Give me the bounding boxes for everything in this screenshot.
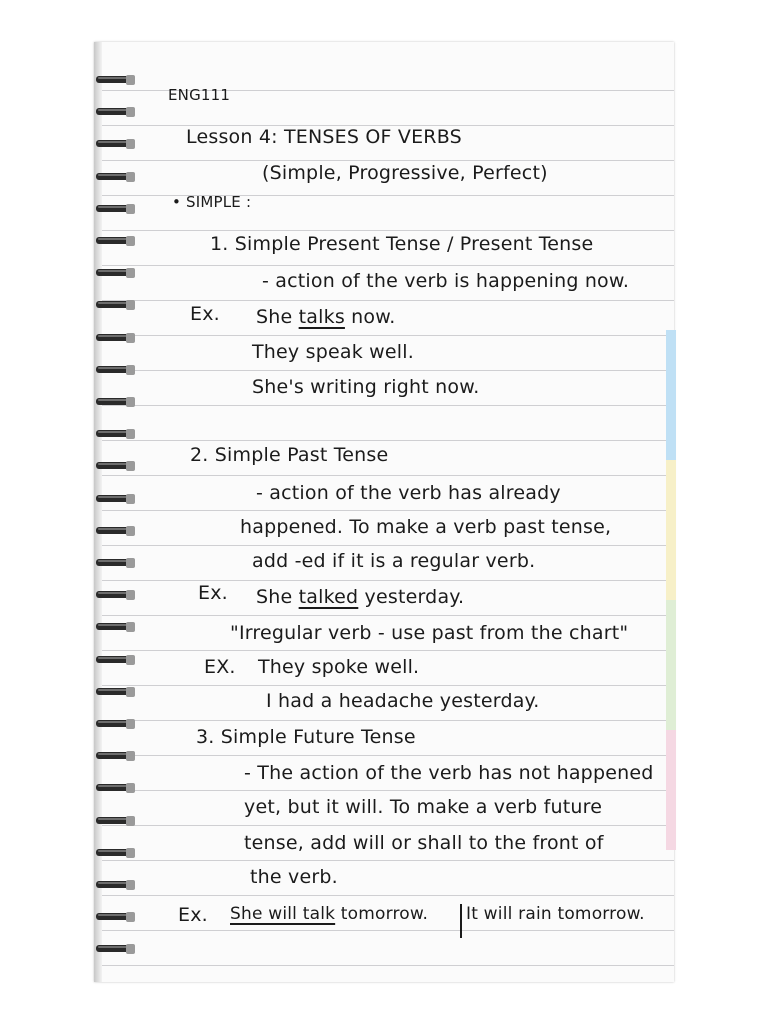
underlined-verb: talked bbox=[298, 586, 359, 608]
spiral-ring bbox=[96, 493, 140, 505]
spiral-ring bbox=[96, 589, 140, 601]
simple-present-heading: 1. Simple Present Tense / Present Tense bbox=[210, 233, 594, 255]
simple-future-definition-4: the verb. bbox=[250, 866, 338, 888]
simple-past-definition-2: happened. To make a verb past tense, bbox=[240, 516, 612, 538]
page-binding-edge bbox=[94, 42, 102, 982]
spiral-ring bbox=[96, 138, 140, 150]
spiral-ring bbox=[96, 332, 140, 344]
example-pre: She bbox=[256, 586, 299, 608]
lesson-subtitle: (Simple, Progressive, Perfect) bbox=[262, 162, 548, 184]
example-post: now. bbox=[344, 306, 396, 328]
spiral-ring bbox=[96, 203, 140, 215]
simple-past-example-1 bbox=[256, 586, 464, 608]
spiral-ring bbox=[96, 686, 140, 698]
simple-past-example-3: I had a headache yesterday. bbox=[266, 690, 540, 712]
simple-future-definition-3: tense, add will or shall to the front of bbox=[244, 832, 604, 854]
simple-past-definition-1: - action of the verb has already bbox=[256, 482, 561, 504]
example-divider bbox=[460, 904, 462, 938]
simple-past-example-label-2: EX. bbox=[204, 656, 236, 678]
simple-present-example-3: She's writing right now. bbox=[252, 376, 480, 398]
spiral-ring bbox=[96, 106, 140, 118]
spiral-ring bbox=[96, 428, 140, 440]
section-heading-simple: • SIMPLE : bbox=[172, 193, 252, 211]
spiral-ring bbox=[96, 911, 140, 923]
simple-future-definition-1: - The action of the verb has not happened bbox=[244, 762, 654, 784]
spiral-ring bbox=[96, 364, 140, 376]
tab-pink bbox=[666, 730, 676, 850]
spiral-ring bbox=[96, 74, 140, 86]
spiral-ring bbox=[96, 815, 140, 827]
example-post: tomorrow. bbox=[335, 904, 429, 924]
simple-future-heading: 3. Simple Future Tense bbox=[196, 726, 416, 748]
simple-present-example-label: Ex. bbox=[190, 303, 220, 325]
spiral-ring bbox=[96, 557, 140, 569]
simple-future-example-label: Ex. bbox=[178, 904, 208, 926]
simple-future-example-2: It will rain tomorrow. bbox=[466, 904, 645, 924]
spiral-ring bbox=[96, 879, 140, 891]
tab-blue bbox=[666, 330, 676, 460]
underlined-verb: talks bbox=[298, 306, 345, 328]
tab-yellow bbox=[666, 460, 676, 600]
spiral-ring bbox=[96, 718, 140, 730]
lesson-title: Lesson 4: TENSES OF VERBS bbox=[186, 126, 462, 148]
tab-green bbox=[666, 600, 676, 730]
spiral-ring bbox=[96, 847, 140, 859]
simple-future-definition-2: yet, but it will. To make a verb future bbox=[244, 796, 603, 818]
spiral-ring bbox=[96, 299, 140, 311]
simple-past-heading: 2. Simple Past Tense bbox=[190, 444, 389, 466]
irregular-verb-note: "Irregular verb - use past from the chart" bbox=[230, 622, 629, 644]
course-code: ENG111 bbox=[168, 86, 231, 104]
spiral-ring bbox=[96, 943, 140, 955]
spiral-ring bbox=[96, 654, 140, 666]
spiral-ring bbox=[96, 267, 140, 279]
spiral-ring bbox=[96, 460, 140, 472]
example-pre: She bbox=[256, 306, 299, 328]
simple-future-example-1 bbox=[230, 904, 428, 924]
spiral-ring bbox=[96, 782, 140, 794]
spiral-ring bbox=[96, 621, 140, 633]
spiral-ring bbox=[96, 750, 140, 762]
simple-past-example-2: They spoke well. bbox=[258, 656, 420, 678]
simple-past-example-label: Ex. bbox=[198, 582, 228, 604]
simple-past-definition-3: add -ed if it is a regular verb. bbox=[252, 550, 536, 572]
simple-present-definition: - action of the verb is happening now. bbox=[262, 270, 630, 292]
underlined-phrase: She will talk bbox=[230, 904, 336, 924]
example-post: yesterday. bbox=[358, 586, 465, 608]
spiral-ring bbox=[96, 396, 140, 408]
page-tabs bbox=[666, 330, 676, 850]
spiral-ring bbox=[96, 525, 140, 537]
spiral-ring bbox=[96, 171, 140, 183]
spiral-ring bbox=[96, 235, 140, 247]
simple-present-example-2: They speak well. bbox=[252, 341, 414, 363]
simple-present-example-1 bbox=[256, 306, 395, 328]
